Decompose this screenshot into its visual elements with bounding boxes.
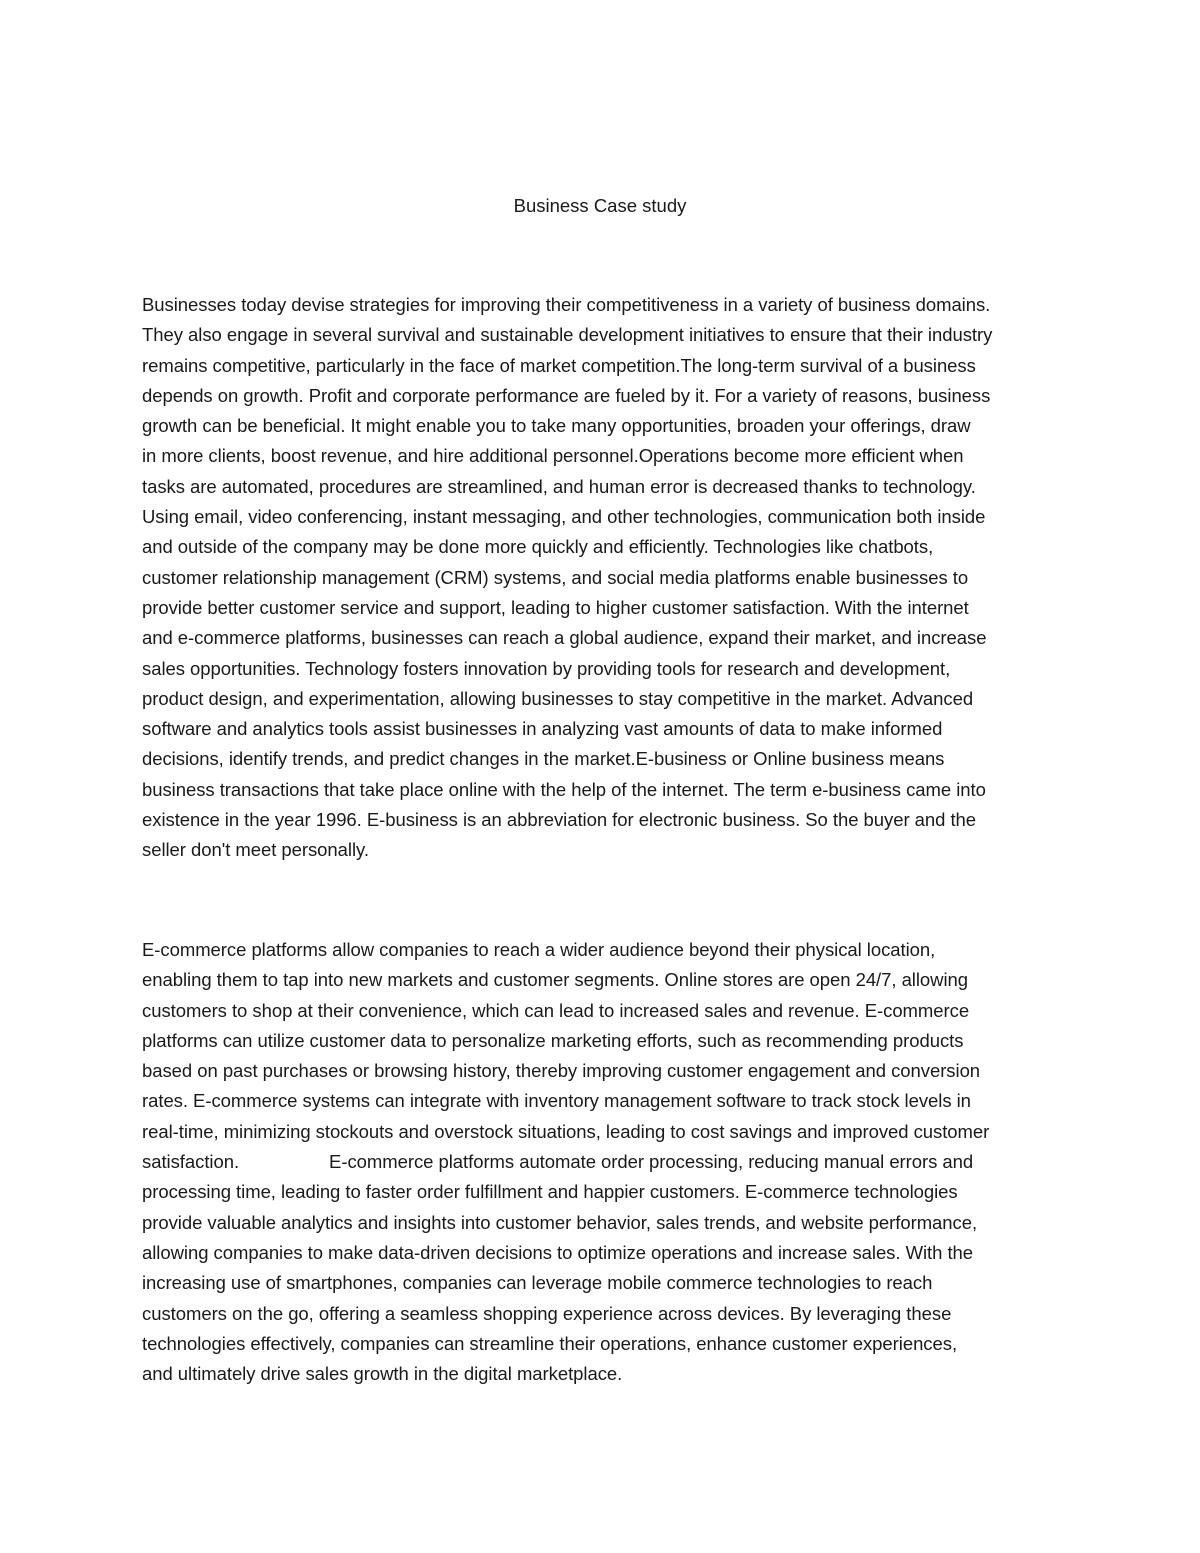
text-line: customers on the go, offering a seamless shopping experience across devices. By leveraging these <box>142 1302 952 1324</box>
text-line: Businesses today devise strategies for improving their competitiveness in a variety of business domains. <box>142 294 991 315</box>
text-line: rates. E-commerce systems can integrate with inventory management software to track stock levels in <box>142 1090 971 1112</box>
text-line: in more clients, boost revenue, and hire additional personnel.Operations become more efficient when <box>142 445 964 467</box>
text-line: platforms can utilize customer data to personalize marketing efforts, such as recommending products <box>142 1029 964 1051</box>
text-line: Using email, video conferencing, instant messaging, and other technologies, communication both inside <box>142 506 986 528</box>
text-line: growth can be beneficial. It might enable you to take many opportunities, broaden your offerings, draw <box>142 415 971 437</box>
text-line: sales opportunities. Technology fosters innovation by providing tools for research and development, <box>142 657 951 679</box>
text-segment: E-commerce platforms automate order processing, reducing manual errors and <box>329 1151 974 1173</box>
text-line: They also engage in several survival and sustainable development initiatives to ensure that their industry <box>142 324 993 346</box>
text-line: product design, and experimentation, allowing businesses to stay competitive in the market. Advanced <box>142 687 974 709</box>
text-line: software and analytics tools assist businesses in analyzing vast amounts of data to make informed <box>142 718 943 740</box>
document-title: Business Case study <box>513 195 687 216</box>
text-line: allowing companies to make data-driven decisions to optimize operations and increase sales. With the <box>142 1241 974 1263</box>
text-line: real-time, minimizing stockouts and overstock situations, leading to cost savings and improved customer <box>142 1120 990 1142</box>
text-line: and outside of the company may be done more quickly and efficiently. Technologies like chatbots, <box>142 536 934 558</box>
text-line: based on past purchases or browsing history, thereby improving customer engagement and conversion <box>142 1060 981 1082</box>
text-line: technologies effectively, companies can streamline their operations, enhance customer experiences, <box>142 1332 958 1354</box>
text-line: customers to shop at their convenience, which can lead to increased sales and revenue. E-commerce <box>142 999 970 1021</box>
text-line: tasks are automated, procedures are streamlined, and human error is decreased thanks to technology. <box>142 475 976 497</box>
text-line: increasing use of smartphones, companies can leverage mobile commerce technologies to reach <box>142 1272 933 1294</box>
text-line: and ultimately drive sales growth in the digital marketplace. <box>142 1363 623 1385</box>
text-line: decisions, identify trends, and predict changes in the market.E-business or Online business means <box>142 748 945 770</box>
text-line: existence in the year 1996. E-business is an abbreviation for electronic business. So the buyer and the <box>142 809 977 831</box>
text-line: depends on growth. Profit and corporate performance are fueled by it. For a variety of reasons, business <box>142 384 991 406</box>
text-line: provide valuable analytics and insights into customer behavior, sales trends, and website performance, <box>142 1211 978 1233</box>
paragraph-2 <box>142 935 1062 1389</box>
text-line: remains competitive, particularly in the face of market competition.The long-term survival of a business <box>142 354 976 376</box>
text-line: provide better customer service and support, leading to higher customer satisfaction. With the internet <box>142 596 969 618</box>
text-line-with-gap <box>142 1147 1062 1177</box>
text-line: E-commerce platforms allow companies to reach a wider audience beyond their physical location, <box>142 939 936 960</box>
text-line: and e-commerce platforms, businesses can reach a global audience, expand their market, and increase <box>142 627 987 649</box>
text-segment: satisfaction. <box>142 1151 240 1173</box>
text-line: seller don't meet personally. <box>142 839 369 861</box>
text-line: enabling them to tap into new markets and customer segments. Online stores are open 24/7, allowing <box>142 969 969 991</box>
text-line: business transactions that take place online with the help of the internet. The term e-business came into <box>142 778 986 800</box>
text-line: customer relationship management (CRM) systems, and social media platforms enable businesses to <box>142 566 969 588</box>
text-line: processing time, leading to faster order fulfillment and happier customers. E-commerce technologies <box>142 1181 958 1203</box>
paragraph-1 <box>142 290 1062 866</box>
